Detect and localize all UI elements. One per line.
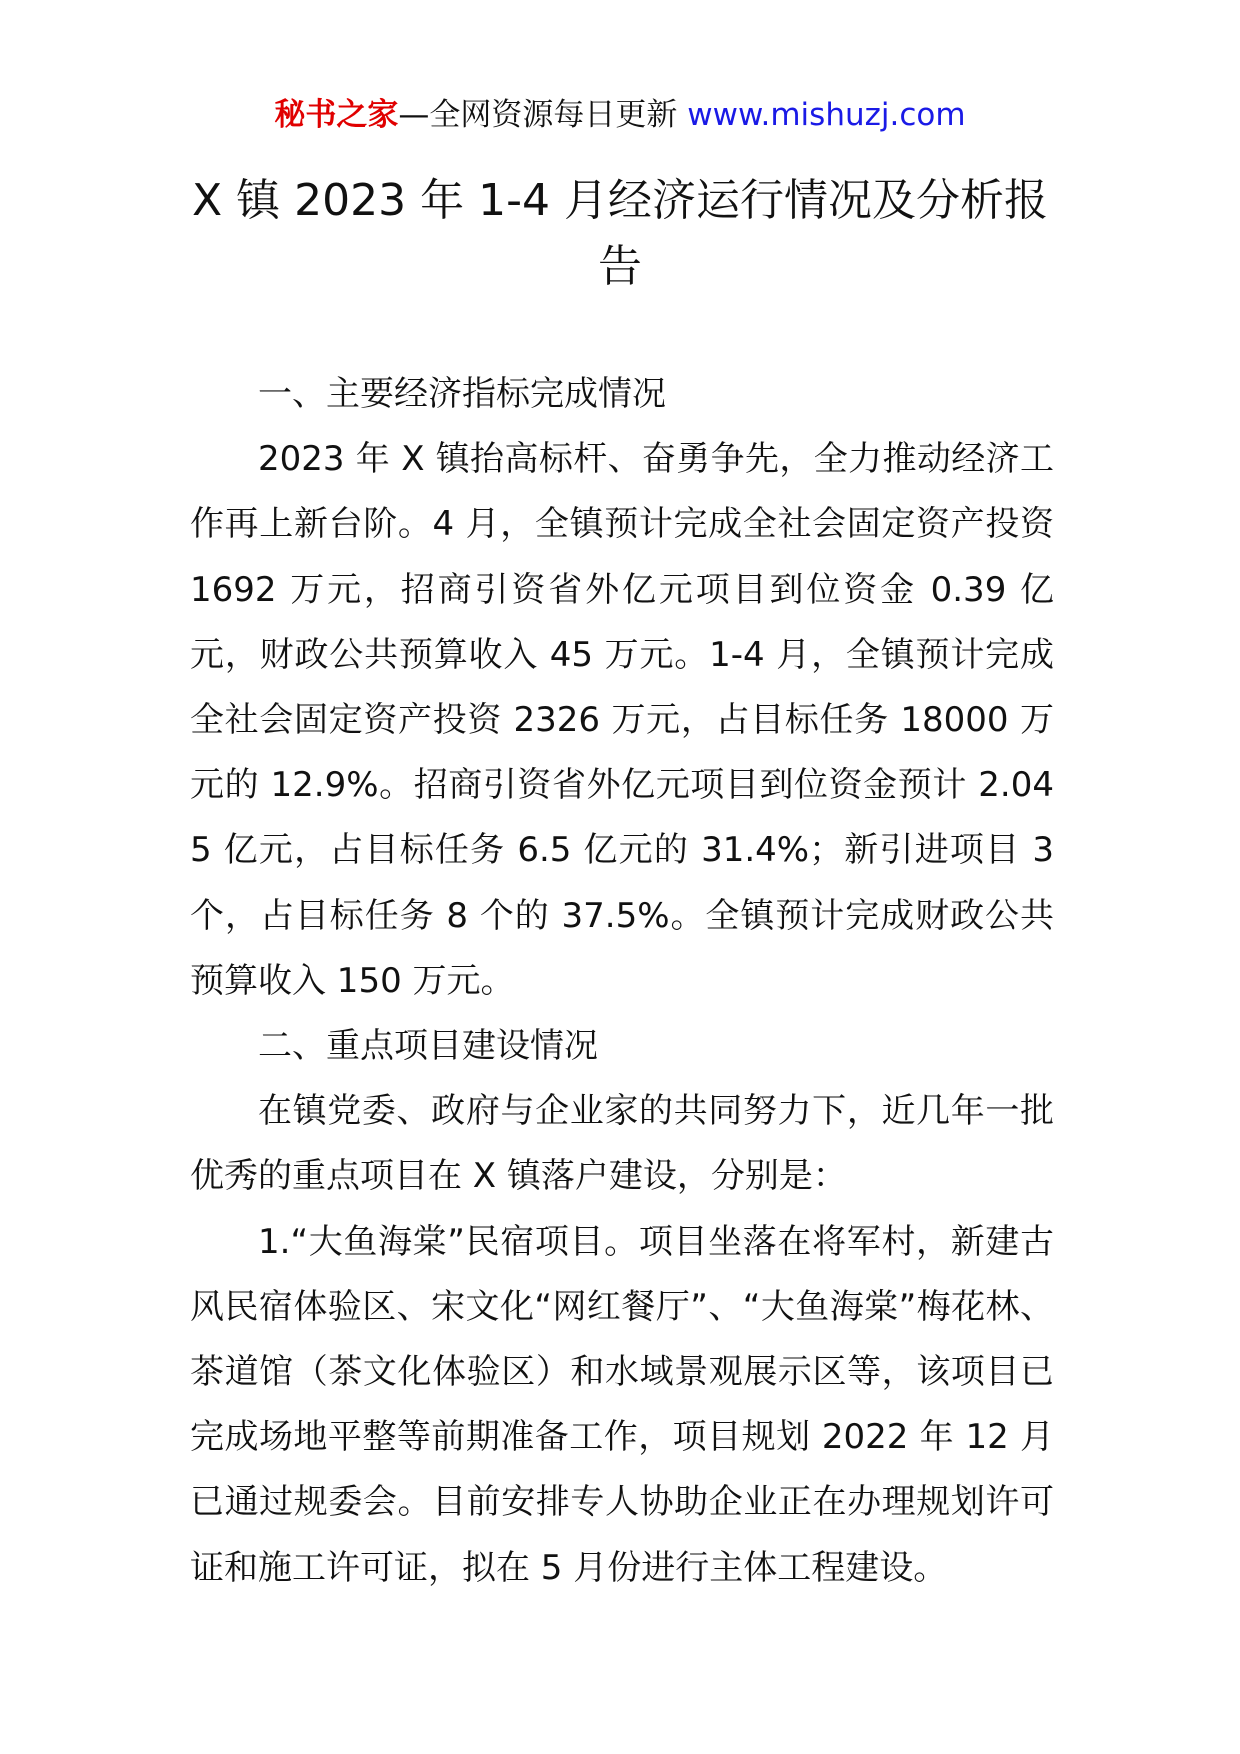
- section-heading-2: 二、重点项目建设情况: [258, 1026, 598, 1067]
- document-body: [190, 362, 1054, 1601]
- paragraph-project-1: 1.“大鱼海棠”民宿项目。项目坐落在将军村，新建古风民宿体验区、宋文化“网红餐厅”、“大鱼海棠”梅花林、茶道馆（茶文化体验区）和水域景观展示区等，该项目已完成场地平整等前期准备工作，项目规划 2022 年 12 月已通过规委会。目前安排专人协助企业正在办理规划许可证和施工许可证，拟在 5 月份进行主体工程建设。: [190, 1221, 1054, 1588]
- paragraph-key-projects-intro: 在镇党委、政府与企业家的共同努力下，近几年一批优秀的重点项目在 X 镇落户建设，分别是：: [190, 1091, 1054, 1197]
- paragraph-economic-indicators: 2023 年 X 镇抬高标杆、奋勇争先，全力推动经济工作再上新台阶。4 月，全镇预计完成全社会固定资产投资 1692 万元，招商引资省外亿元项目到位资金 0.39 亿元，财政公共预算收入 45 万元。1-4 月，全镇预计完成全社会固定资产投资 2326 万元，占目标任务 18000 万元的 12.9%。招商引资省外亿元项目到位资金预计 2.045 亿元，占目标任务 6.5 亿元的 31.4%；新引进项目 3 个，占目标任务 8 个的 37.5%。全镇预计完成财政公共预算收入 150 万元。: [190, 439, 1054, 1001]
- document-title: X 镇 2023 年 1-4 月经济运行情况及分析报告: [192, 175, 1048, 292]
- header-tagline: —全网资源每日更新: [398, 97, 688, 133]
- site-url-link[interactable]: www.mishuzj.com: [687, 97, 966, 133]
- section-heading-1: 一、主要经济指标完成情况: [258, 374, 666, 414]
- brand-name: 秘书之家: [274, 97, 399, 133]
- site-header: [0, 92, 1240, 138]
